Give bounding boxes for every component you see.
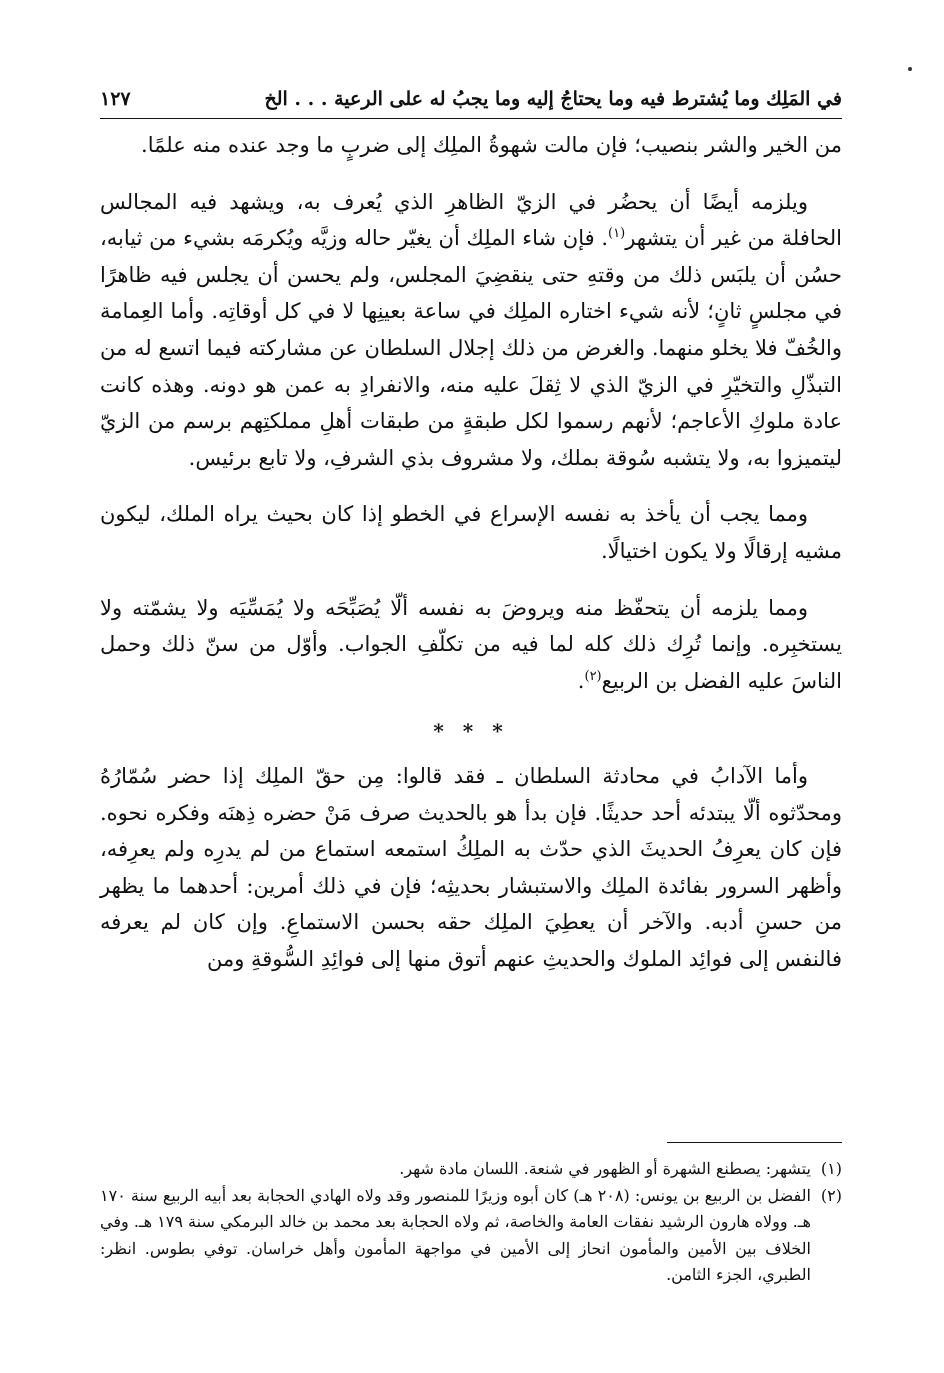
paragraph: من الخير والشر بنصيب؛ فإن مالت شهوةُ الملِك إلى ضربٍ ما وجد عنده منه علمًا. — [141, 133, 842, 157]
section-separator: * * * — [433, 719, 509, 744]
paragraph — [100, 590, 842, 700]
paragraph — [100, 184, 842, 477]
footnotes — [100, 1156, 842, 1289]
footnote-number: (١) — [820, 1159, 842, 1178]
paragraph-text: ويلزمه أيضًا أن يحضُر في الزيّ الظاهرِ الذي يُعرف به، ويشهد فيه المجالس الحافلة من غير أن يتشهر — [100, 189, 843, 251]
footnote-text: الفضل بن الربيع بن يونس: (٢٠٨ هـ) كان أبوه وزيرًا للمنصور وقد ولاه الهادي الحجابة بعد أبيه الربيع سنة ١٧٠ هـ. وولاه هارون الرشيد نفقات العامة والخاصة، ثم ولاه الحجابة بعد محمد بن خالد البرمكي سنة ١٧٩ هـ. وفي الخلاف بين الأمين والمأمون انحاز إلى الأمين في مواجهة المأمون وأهل خراسان. توفي بطوس. انظر: الطبري، الجزء الثامن. — [100, 1185, 811, 1284]
paragraph-text: ومما يلزمه أن يتحفّظ منه ويروضَ به نفسه ألّا يُصَبِّحَه ولا يُمَسِّيَه ولا يشمّته ولا يستخبِره. وإنما تُرِك ذلك كله لما فيه من تكلّفِ الجواب. وأوّل من سنّ ذلك وحمل الناسَ عليه الفضل بن الربيع — [100, 595, 842, 693]
footnote — [100, 1183, 842, 1289]
footnote-ref[interactable]: (٢) — [584, 668, 602, 684]
page-number: ١٢٧ — [100, 88, 131, 110]
paragraph-text: . فإن شاء الملِك أن يغيّر حاله وزيَّه ويُكرمَه بشيء من ثيابه، حسُن أن يلبَس ذلك من وقتهِ حتى ينقضِيَ المجلس، ولم يحسن أن يجلس فيه ظاهرًا في مجلسٍ ثانٍ؛ لأنه شيء اختاره الملِك في ساعة بعينِها لا في كل أوقاتِه. وأما العِمامة والخُفّ فلا يخلو منهما. والغرض من ذلك إجلال السلطان عن مشاركته فيما اتسع له من التبذّلِ والتخيّرِ في الزيّ الذي لا ثِقلَ عليه منه، والانفرادِ به عمن هو دونه. وهذه كانت عادة ملوكِ الأعاجم؛ لأنهم رسموا لكل طبقةٍ من طبقات أهلِ مملكتِهم برسم من الزيّ ليتميزوا به، ولا يتشبه سُوقة بملك، ولا مشروف بذي الشرفِ، ولا تابع برئيس. — [100, 226, 842, 470]
main-text — [100, 127, 842, 977]
ink-dot — [908, 67, 912, 71]
footnote-text: يتشهر: يصطنع الشهرة أو الظهور في شنعة. اللسان مادة شهر. — [399, 1159, 811, 1178]
running-title: في المَلِك وما يُشترط فيه وما يحتاجُ إليه وما يجبُ له على الرعية . . . الخ — [264, 88, 842, 110]
footnote-number: (٢) — [820, 1185, 842, 1205]
running-header — [100, 80, 842, 119]
paragraph: ومما يجب أن يأخذ به نفسه الإسراع في الخطو إذا كان بحيث يراه الملك، ليكون مشيه إرقالًا ولا يكون اختيالًا. — [100, 502, 842, 563]
paragraph: وأما الآدابُ في محادثة السلطان ـ فقد قالوا: مِن حقّ الملِك إذا حضر سُمّارُهُ ومحدّثوه ألّا يبتدئه أحد حديثًا. فإن بدأ هو بالحديث صرف مَنْ حضره ذِهنَه وفكره نحوه. فإن كان يعرِفُ الحديثَ الذي حدّث به الملِكُ استمعه استماع من لم يدرِه ولم يعرِفه، وأظهر السرور بفائدة الملِك والاستبشار بحديثِه؛ فإن في ذلك أمرين: أحدهما ما يظهر من حسنِ أدبه. والآخر أن يعطِيَ الملِك حقه بحسن الاستماعِ. وإن كان لم يعرفه فالنفس إلى فوائِد الملوك والحديثِ عنهم أتوق منها إلى فوائِدِ السُّوقةِ ومن — [100, 763, 842, 971]
footnote — [100, 1156, 842, 1183]
footnote-ref[interactable]: (١) — [608, 226, 626, 242]
paragraph-text: . — [577, 668, 585, 693]
footnote-divider — [667, 1142, 842, 1143]
